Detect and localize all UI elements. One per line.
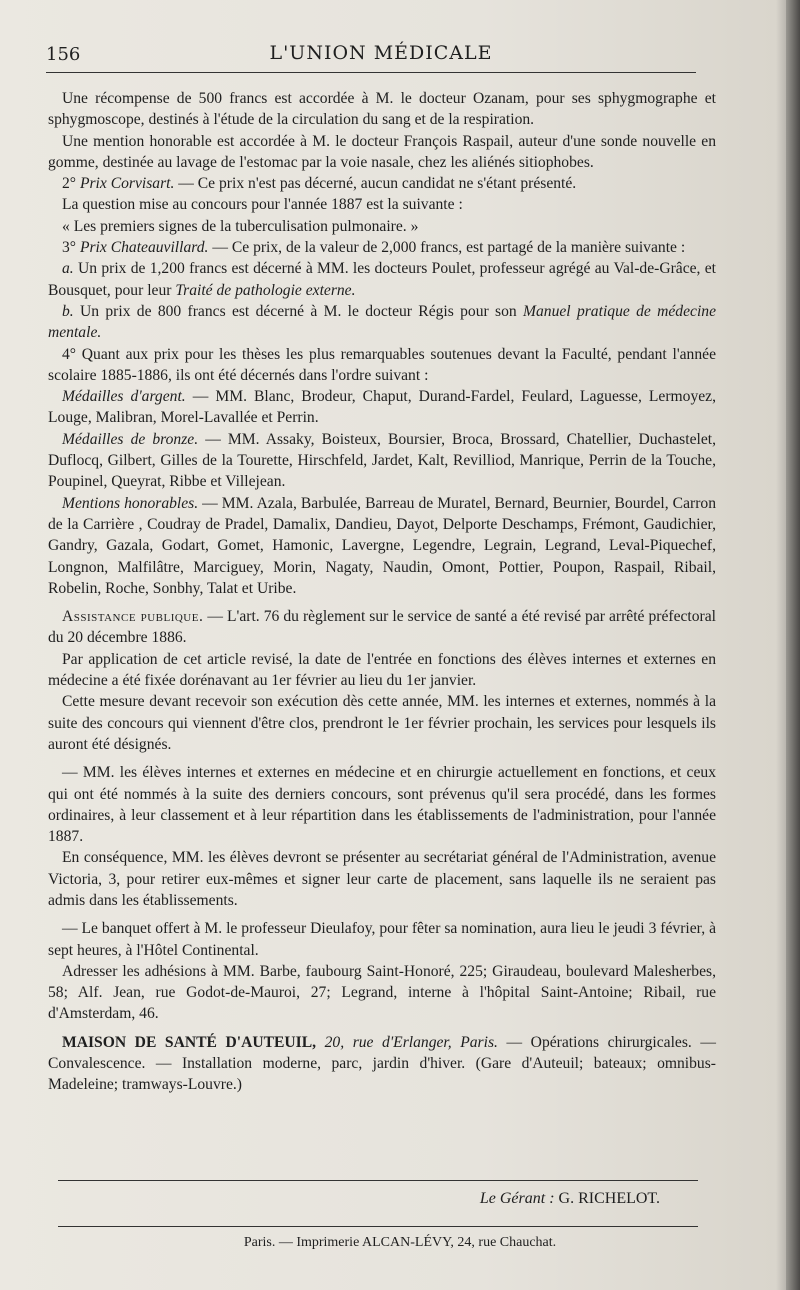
prix-chateauvillard-name: Prix Chateauvillard.: [79, 239, 209, 257]
medailles-argent-label: Médailles d'argent.: [62, 388, 186, 406]
assistance-publique: [48, 606, 716, 649]
question-line: La question mise au concours pour l'année 1887 est la suivante :: [62, 196, 463, 214]
assistance-text: — L'art. 76 du règlement sur le service de santé a été revisé par arrêté préfectoral du 20 décembre 1886.: [48, 608, 716, 647]
mentions-names: — MM. Azala, Barbulée, Barreau de Muratel, Bernard, Beurnier, Bourdel, Carron de la Carrière , Coudray de Pradel, Damalix, Dandieu, Dayot, Delporte Deschamps, Frémont, Gaudichier, Gandry, Gazala, Godart, Gomet, Hamonic, Lavergne, Legendre, Legrain, Legrand, Leval-Piquechef, Longnon, Malfilâtre, Marciguey, Morin, Nagaty, Naudin, Omont, Pottier, Poupon, Raspail, Ribail, Robelin, Roche, Sonbhy, Talat et Uribe.: [48, 494, 716, 597]
prix-corvisart: [48, 173, 716, 194]
prix-a: [48, 258, 716, 301]
prix-chateauvillard: [48, 237, 716, 258]
paragraph-ozanam: Une récompense de 500 francs est accordée à M. le docteur Ozanam, pour ses sphygmographe et sphygmoscope, destinés à l'étude de la circulation du sang et de la respiration.: [48, 90, 716, 129]
page-header: [46, 40, 716, 70]
gerant-label: Le Gérant :: [479, 1190, 555, 1207]
prix-a-title: Traité de pathologie externe.: [175, 281, 356, 299]
medailles-argent-names: — MM. Blanc, Brodeur, Chaput, Durand-Fardel, Feulard, Laguesse, Lermoyez, Louge, Malibran, Morel-Lavallée et Perrin.: [48, 388, 716, 427]
maison-de-sante: [48, 1032, 716, 1096]
prix-b: [48, 301, 716, 344]
eleves-p1: — MM. les élèves internes et externes en médecine et en chirurgie actuellement en fonctions, et ceux qui ont été nommés à la suite des derniers concours, sont prévenus qu'il sera procédé, dans les formes ordinaires, à leur classement et à leur répartition dans les établissements de l'administration, pour l'année 1887.: [48, 764, 716, 846]
prix-corvisart-text: — Ce prix n'est pas décerné, aucun candidat ne s'étant présenté.: [174, 175, 577, 193]
gerant-signature: [480, 1190, 660, 1208]
medailles-argent: [48, 386, 716, 429]
maison-text: — Opérations chirurgicales. — Convalescence. — Installation moderne, parc, jardin d'hiver. (Gare d'Auteuil; bateaux; omnibus-Madeleine; tramways-Louvre.): [48, 1033, 716, 1094]
prix-chateauvillard-num: 3°: [62, 239, 77, 257]
page-number: 156: [46, 44, 81, 65]
medailles-bronze-label: Médailles de bronze.: [62, 430, 199, 448]
eleves-p2: En conséquence, MM. les élèves devront se présenter au secrétariat général de l'Administration, avenue Victoria, 3, pour retirer eux-mêmes et signer leur carte de placement, sans laquelle ils ne seraient pas admis dans les établissements.: [48, 849, 716, 909]
prix-b-text: Un prix de 800 francs est décerné à M. le docteur Régis pour son: [73, 302, 523, 320]
maison-name: MAISON DE SANTÉ D'AUTEUIL,: [62, 1033, 317, 1051]
printer-line: Paris. — Imprimerie ALCAN-LÉVY, 24, rue Chauchat.: [243, 1235, 557, 1250]
theses-intro: [48, 344, 716, 387]
prix-a-label: a.: [62, 260, 74, 278]
medailles-bronze-names: — MM. Assaky, Boisteux, Boursier, Broca, Brossard, Chatellier, Duchastelet, Duflocq, Gilbert, Gilles de la Tourette, Hirschfeld, Jardet, Kalt, Revilliod, Manrique, Perrin de la Touche, Poupinel, Queyrat, Ribbe et Villejean.: [48, 430, 716, 491]
medailles-bronze: [48, 429, 716, 493]
theses-num: 4°: [62, 345, 77, 363]
prix-corvisart-name: Prix Corvisart.: [79, 175, 175, 193]
prix-b-label: b.: [62, 302, 74, 320]
assistance-p2: Par application de cet article revisé, la date de l'entrée en fonctions des élèves internes et externes en médecine a été fixée dorénavant au 1er février au lieu du 1er janvier.: [48, 650, 716, 690]
prix-b-title: Manuel pratique de médecine mentale.: [48, 302, 716, 342]
mentions-label: Mentions honorables.: [62, 494, 199, 512]
assistance-p3: Cette mesure devant recevoir son exécution dès cette année, MM. les internes et externes, nommés à la suite des concours qui viennent d'être clos, prendront le 1er février prochain, les services pour lesquels ils auront été désignés.: [48, 693, 716, 753]
article-body: [48, 88, 716, 1096]
prix-corvisart-num: 2°: [62, 175, 77, 193]
prix-a-text: Un prix de 1,200 francs est décerné à MM. les docteurs Poulet, professeur agrégé au Val-de-Grâce, et Bousquet, pour leur: [48, 260, 716, 299]
footer-rule-bottom: [58, 1226, 698, 1227]
scan-edge: [786, 0, 800, 1290]
paragraph-raspail: Une mention honorable est accordée à M. le docteur François Raspail, auteur d'une sonde nouvelle en gomme, destinée au lavage de l'estomac par la voie nasale, chez les aliénés sitiophobes.: [48, 132, 716, 171]
theses-text: Quant aux prix pour les thèses les plus remarquables soutenues devant la Faculté, pendant l'année scolaire 1885-1886, ils ont été décernés dans l'ordre suivant :: [48, 345, 716, 384]
assistance-label: Assistance publique.: [62, 608, 204, 626]
maison-address: 20, rue d'Erlanger, Paris.: [316, 1033, 498, 1051]
banquet-p2: Adresser les adhésions à MM. Barbe, faubourg Saint-Honoré, 225; Giraudeau, boulevard Malesherbes, 58; Alf. Jean, rue Godot-de-Mauroi, 27; Legrand, interne à l'hôpital Saint-Antoine; Ribail, rue d'Amsterdam, 46.: [48, 962, 716, 1023]
prix-chateauvillard-text: — Ce prix, de la valeur de 2,000 francs, est partagé de la manière suivante :: [208, 239, 686, 257]
footer-rule-top: [58, 1180, 698, 1181]
journal-title: L'UNION MÉDICALE: [269, 42, 493, 64]
mentions-honorables: [48, 493, 716, 599]
banquet-p1: — Le banquet offert à M. le professeur Dieulafoy, pour fêter sa nomination, aura lieu le jeudi 3 février, à sept heures, à l'Hôtel Continental.: [48, 920, 716, 959]
header-rule: [46, 72, 696, 73]
gerant-name: G. RICHELOT.: [554, 1190, 660, 1207]
question-text: « Les premiers signes de la tuberculisation pulmonaire. »: [62, 217, 419, 235]
